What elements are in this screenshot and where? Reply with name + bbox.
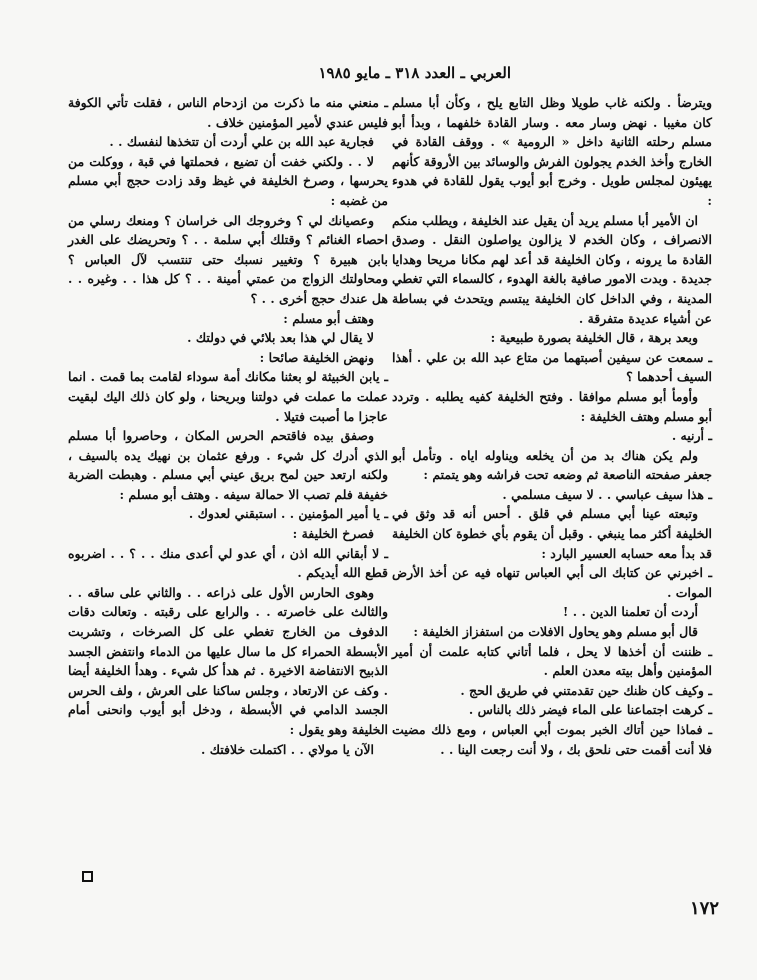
dialogue-line: ـ كرهت اجتماعنا على الماء فيضر ذلك بالناس . [468,702,712,718]
paragraph: وهتف أبو مسلم : [283,310,374,326]
paragraph: وصفق بيده فاقتحم الحرس المكان ، وحاصروا أبا مسلم الذي أدرك كل شيء . ورفع عثمان بن نهيك يده بالسيف ، ولكنه ارتعد حين لمح بريق عيني أبي مسلم . وهبطت الضربة خفيفة فلم تصب الا حمالة سيفه . وهتف أبو مسلم : [68,428,388,502]
paragraph: فجارية عبد الله بن علي أردت أن تتخذها لنفسك . . [109,134,374,150]
paragraph: وعصيانك لي ؟ وخروجك الى خراسان ؟ ومنعك رسلي من احصاء الغنائم ؟ وقتلك أبي سلمة . . ؟ وتحريضك على الغدر بابن هبيرة ؟ وتغيير نسبك حتى تنتسب لآل العباس ؟ ومحاولتك الزواج من عمتي أمينة . . ؟ كل هذا . . وغيره . . هل عندك حجج أخرى . . ؟ [68,212,388,306]
dialogue-line: ـ وكيف كان ظنك حين تقدمتني في طريق الحج . [460,682,712,698]
dialogue-line: ـ يا أمير المؤمنين . . استبقني لعدوك . [188,506,388,522]
dialogue-line: ـ سمعت عن سيفين أصبتهما من متاع عبد الله بن علي . أهذا السيف أحدهما ؟ [392,349,712,385]
paragraph: لا . . ولكني خفت أن تضيع ، فحملتها في قبة ، ووكلت من يحرسها ، وصرخ الخليفة في غيظ وقد زادت حجج أبي مسلم من غضبه : [68,153,388,208]
paragraph: ان الأمير أبا مسلم يريد أن يقيل عند الخليفة ، ويطلب منكم الانصراف ، وكان الخدم لا يزالون يواصلون النقل . وصدق القادة ما يرونه ، وكان الخليفة قد أعد لهم مكانا مريحا وهدايا جديدة . وبدت الامور صافية بالغة الهدوء ، كالسماء التي تغطي المدينة ، وفي الداخل كان الخليفة يبتسم ويتحدث في بساطة عن أشياء عديدة متفرقة . [392,212,712,326]
dialogue-line: ـ يابن الخبيثة لو بعثنا مكانك أمة سوداء لقامت بما قمت . انما عملت ما عملت في دولتنا وبريحنا ، ولو كان ذلك اليك لبقيت عاجزا ما أصبت فتيلا . [68,369,388,424]
paragraph: لا يقال لي هذا بعد بلائي في دولتك . [187,330,374,346]
paragraph: ولم يكن هناك بد من أن يخلعه ويناوله اياه . وتأمل أبو جعفر صفحته الناصعة ثم وضعه تحت فراشه وهو يتمتم : [392,447,712,483]
paragraph: وبعد برهة ، قال الخليفة بصورة طبيعية : [490,330,698,346]
running-header: العربي ـ العدد ٣١٨ ـ مايو ١٩٨٥ [318,64,511,82]
paragraph: فصرخ الخليفة : [292,526,374,542]
dialogue-line: ـ فماذا حين أتاك الخبر بموت أبي العباس ، ومع ذلك مضيت فلا أنت أقمت حتى نلحق بك ، ولا أنت رجعت الينا . . [392,722,712,757]
dialogue-line: ـ منعني منه ما ذكرت من ازدحام الناس ، فقلت تأتي الكوفة فليس عندي لأمير المؤمنين خلاف . [68,95,388,130]
paragraph: قال أبو مسلم وهو يحاول الافلات من استفزاز الخليفة : [413,624,698,640]
paragraph: أردت أن تعلمنا الدين . . ! [562,604,698,620]
paragraph: ونهض الخليفة صائحا : [259,349,374,365]
paragraph: وهوى الحارس الأول على ذراعه . . والثاني على ساقه . . والثالث على خاصرته . . والرابع على رقبته . وتعالت دقات الدفوف من الخارج تغطي على كل الصرخات ، وتشربت الأبسطة الحمراء كل ما سال عليها من الدماء وانتفض الجسد الذبيح الانتفاضة الاخيرة . ثم هدأ كل شيء . وهدأ الخليفة أيضا . وكف عن الارتعاد ، وجلس ساكنا على العرش ، ولف الحرس الجسد الدامي في الأبسطة ، ودخل أبو أيوب وانحنى أمام الخليفة وهو يقول : [68,584,388,737]
page-number: ١٧٢ [689,898,719,919]
right-column [392,93,712,759]
paragraph: الآن يا مولاي . . اكتملت خلافتك . [201,741,374,757]
paragraph: وأومأ أبو مسلم موافقا . وفتح الخليفة كفيه يطلبه . وتردد أبو مسلم وهتف الخليفة : [392,388,712,424]
dialogue-line: ـ أرنيه . [671,428,712,444]
paragraph: ويترضأ . ولكنه غاب طويلا وظل التابع يلح ، وكأن أبا مسلم كان مغيبا . نهض وسار معه . وسار القادة خلفهما ، وبدأ أبو مسلم رحلته الثانية داخل « الرومية » . ووقف القادة في الخارج وأخذ الخدم يجولون الفرش والوسائد بين الأروقة كأنهم يهيئون لمجلس طويل . وخرج أبو أيوب يقول للقادة في هدوء : [392,95,712,208]
dialogue-line: ـ ظننت أن أخذها لا يحل ، فلما أتاني كتابه علمت أن أمير المؤمنين وأهل بيته معدن العلم . [392,643,712,679]
dialogue-line: ـ لا أبقاني الله اذن ، أي عدو لي أعدى منك . . ؟ . . اضربوه قطع الله أيديكم . [68,545,388,581]
dialogue-line: ـ هذا سيف عباسي . . لا سيف مسلمي . [502,486,712,502]
left-column [68,93,388,759]
dialogue-line: ـ اخبرني عن كتابك الى أبي العباس تنهاه فيه عن أخذ الأرض الموات . [392,565,712,600]
paragraph: وتبعته عينا أبي مسلم في قلق . أحس أنه قد وثق في الخليفة أكثر مما ينبغي . وقبل أن يقوم بأي خطوة كان الخليفة قد بدأ معه حسابه العسير البارد : [392,506,712,561]
end-of-article-square-icon [82,871,93,882]
